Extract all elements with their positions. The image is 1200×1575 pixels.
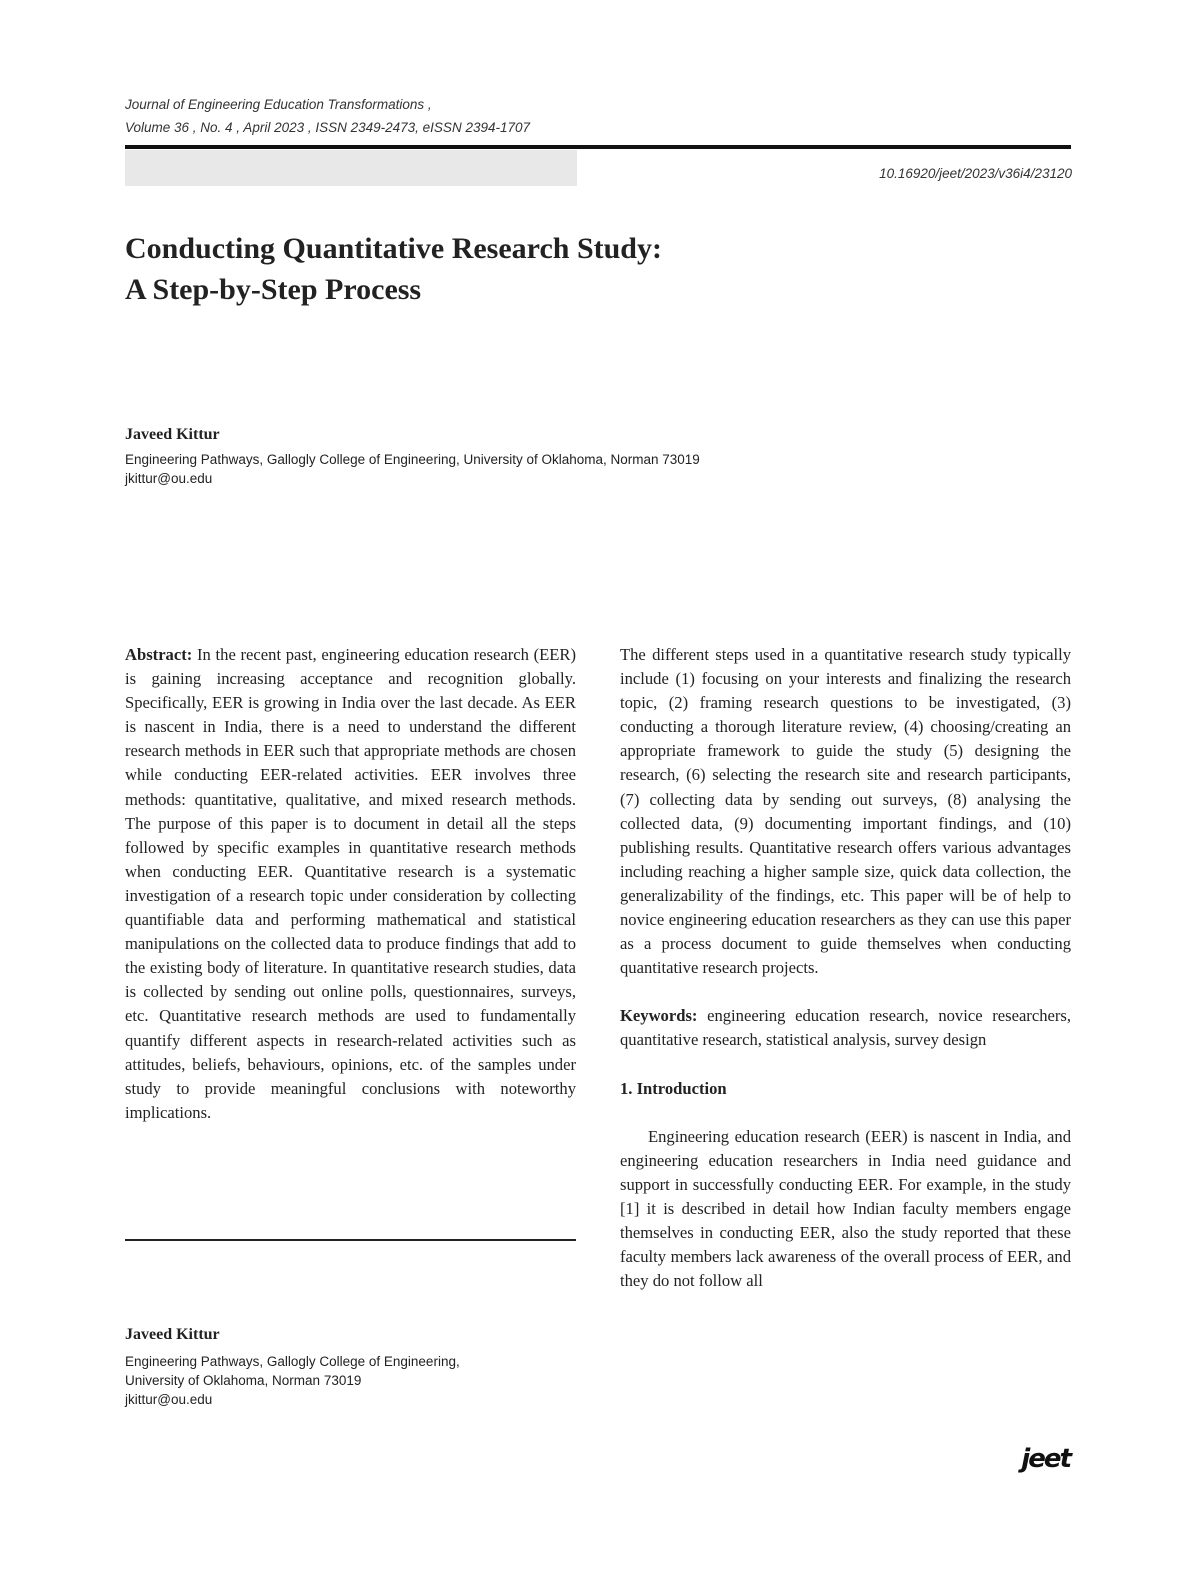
author-affiliation [125, 450, 700, 488]
volume-info: Volume 36 , No. 4 , April 2023 , ISSN 2349-2473, eISSN 2394-1707 [125, 120, 530, 135]
header-rule [125, 145, 1071, 149]
footnote-affiliation-line-1: Engineering Pathways, Gallogly College of Engineering, [125, 1354, 460, 1369]
author-email: jkittur@ou.edu [125, 471, 213, 486]
footnote-affiliation [125, 1352, 460, 1409]
doi: 10.16920/jeet/2023/v36i4/23120 [879, 166, 1072, 181]
abstract-text: In the recent past, engineering education research (EER) is gaining increasing acceptance and recognition globally. Specifically, EER is growing in India over the last decade. As EER is nascent in India, there is a need to understand the different research methods in EER such that appropriate methods are chosen while conducting EER-related activities. EER involves three methods: quantitative, qualitative, and mixed research methods. The purpose of this paper is to document in detail all the steps followed by specific examples in quantitative research methods when conducting EER. Quantitative research is a systematic investigation of a research topic under consideration by collecting quantifiable data and performing mathematical and statistical manipulations on the collected data to produce findings that add to the existing body of literature. In quantitative research studies, data is collected by sending out online polls, questionnaires, surveys, etc. Quantitative research methods are used to fundamentally quantify different aspects in research-related activities such as attitudes, beliefs, behaviours, opinions, etc. of the samples under study to provide meaningful conclusions with noteworthy implications. [125, 645, 576, 1122]
affiliation-text: Engineering Pathways, Gallogly College of Engineering, University of Oklahoma, Norman 73019 [125, 452, 700, 467]
keywords [620, 1004, 1071, 1052]
title-line-2: A Step-by-Step Process [125, 273, 422, 306]
footnote-rule [125, 1239, 576, 1241]
footnote-email: jkittur@ou.edu [125, 1392, 213, 1407]
section-heading-introduction: 1. Introduction [620, 1078, 727, 1098]
abstract-continuation: The different steps used in a quantitative research study typically include (1) focusing on your interests and finalizing the research topic, (2) framing research questions to be investigated, (3) conducting a thorough literature review, (4) choosing/creating an appropriate framework to guide the study (5) designing the research, (6) selecting the research site and research participants, (7) collecting data by sending out surveys, (8) analysing the collected data, (9) documenting important findings, and (10) publishing results. Quantitative research offers various advantages including reaching a higher sample size, quick data collection, the generalizability of the findings, etc. This paper will be of help to novice engineering education researchers as they can use this paper as a process document to guide themselves when conducting quantitative research projects. [620, 645, 1071, 978]
keywords-label: Keywords: [620, 1006, 698, 1026]
footnote-author-name: Javeed Kittur [125, 1326, 220, 1343]
title-line-1: Conducting Quantitative Research Study: [125, 232, 662, 265]
author-name: Javeed Kittur [125, 426, 220, 443]
right-column [620, 643, 1071, 1293]
footnote-affiliation-line-2: University of Oklahoma, Norman 73019 [125, 1373, 362, 1388]
paper-title [125, 228, 662, 310]
journal-name: Journal of Engineering Education Transformations , [125, 97, 432, 112]
jeet-logo: jeet [1021, 1444, 1070, 1474]
abstract-label: Abstract: [125, 645, 193, 664]
abstract [125, 643, 576, 1125]
keywords-text: engineering education research, novice researchers, quantitative research, statistical analysis, survey design [620, 1006, 1071, 1050]
header-band [125, 150, 577, 186]
introduction-text: Engineering education research (EER) is nascent in India, and engineering education researchers in India need guidance and support in successfully conducting EER. For example, in the study [1] it is described in detail how Indian faculty members engage themselves in conducting EER, also the study reported that these faculty members lack awareness of the overall process of EER, and they do not follow all [620, 1126, 1071, 1291]
abstract-column [125, 643, 576, 1125]
